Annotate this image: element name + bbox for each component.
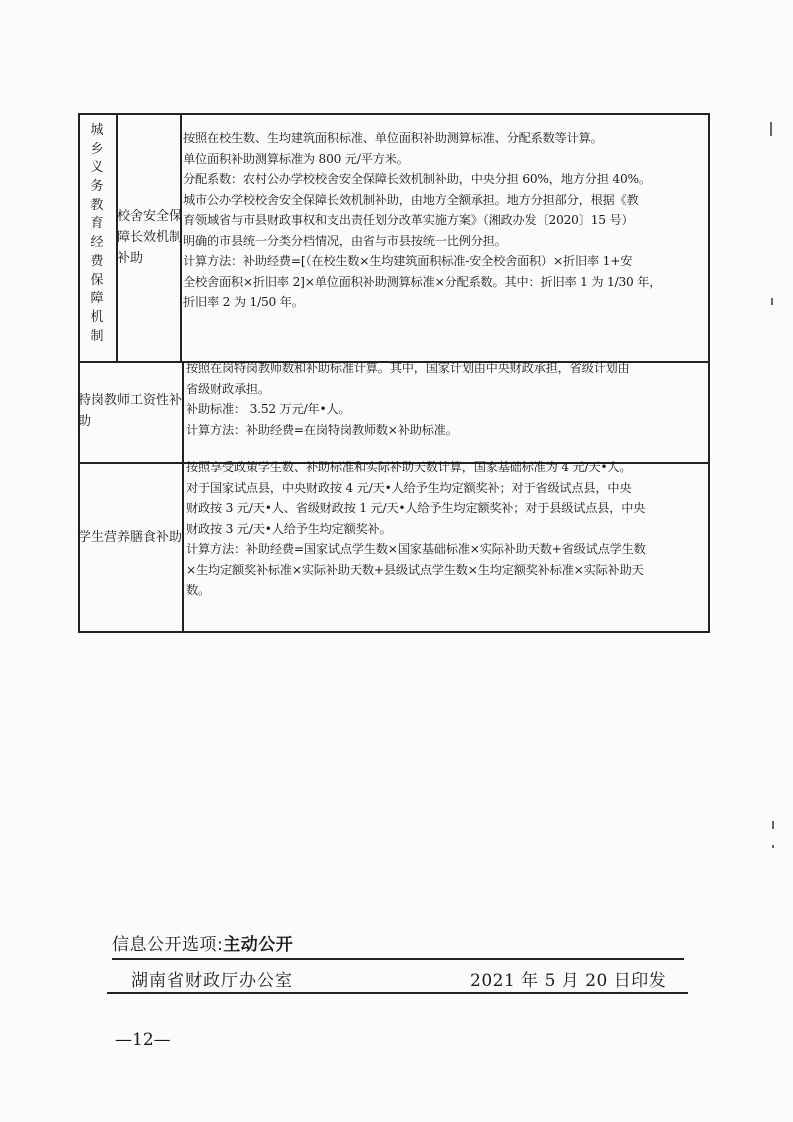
description-line: 省级财政承担。	[186, 381, 270, 396]
description-line: 对于国家试点县，中央财政按 4 元/天•人给予生均定额奖补；对于省级试点县，中央	[186, 480, 632, 495]
description-cell-special-teacher-subsidy	[186, 358, 708, 440]
description-line: 按照在岗特岗教师数和补助标准计算。其中，国家计划由中央财政承担，省级计划由	[186, 361, 630, 375]
issuer: 湖南省财政厅办公室	[131, 971, 293, 991]
scan-speck	[772, 845, 774, 848]
table-border-bottom	[78, 631, 710, 633]
issue-date: 2021 年 5 月 20 日印发	[470, 971, 667, 991]
description-cell-nutrition-subsidy	[186, 457, 708, 601]
description-line: 全校舍面积×折旧率 2]×单位面积补助测算标准×分配系数。其中：折旧率 1 为 1/30 年，	[183, 274, 662, 289]
description-line: 城市公办学校校舍安全保障长效机制补助，由地方全额承担。地方分担部分，根据《教	[183, 192, 639, 207]
group-label-vertical: 城 乡 义 务 教 育 经 费 保 障 机 制	[90, 123, 104, 344]
description-line: 明确的市县统一分类分档情况，由省与市县按统一比例分担。	[183, 233, 507, 248]
table-border-right	[708, 113, 710, 633]
category-cell-school-safety: 校舍安全保障长效机制补助	[117, 209, 183, 267]
description-line: 财政按 3 元/天•人给予生均定额奖补。	[186, 521, 392, 536]
description-line: 按照在校生数、生均建筑面积标准、单位面积补助测算标准、分配系数等计算。	[183, 131, 603, 145]
description-line: 计算方法：补助经费=国家试点学生数×国家基础标准×实际补助天数+省级试点学生数	[186, 542, 646, 556]
description-cell-school-safety	[183, 128, 708, 313]
page-number: —12—	[115, 1030, 171, 1050]
description-line: 育领域省与市县财政事权和支出责任划分改革实施方案》（湘政办发〔2020〕15 号）	[183, 213, 634, 227]
disclosure-label: 信息公开选项:	[112, 935, 224, 955]
scan-speck	[772, 821, 774, 829]
description-line: 单位面积补助测算标准为 800 元/平方米。	[183, 151, 409, 166]
footer-rule-bottom	[107, 992, 688, 994]
footer-rule-top	[112, 958, 684, 960]
description-line: 按照享受政策学生数、补助标准和实际补助天数计算，国家基础标准为 4 元/天•人。	[186, 460, 632, 474]
disclosure-value: 主动公开	[223, 935, 294, 955]
description-line: 折旧率 2 为 1/50 年。	[183, 295, 304, 309]
scan-speck	[771, 298, 773, 305]
description-line: 补助标准： 3.52 万元/年•人。	[186, 402, 351, 416]
scan-speck	[770, 122, 772, 136]
description-line: 财政按 3 元/天•人、省级财政按 1 元/天•人给予生均定额奖补；对于县级试点县，中央	[186, 501, 646, 515]
disclosure-option	[112, 930, 293, 955]
description-line: ×生均定额奖补标准×实际补助天数+县级试点学生数×生均定额奖补标准×实际补助天	[186, 562, 644, 577]
description-line: 数。	[186, 583, 210, 597]
category-cell-nutrition-subsidy: 学生营养膳食补助	[78, 530, 183, 545]
description-line: 分配系数：农村公办学校校舍安全保障长效机制补助，中央分担 60%，地方分担 40%。	[183, 172, 651, 186]
description-line: 计算方法：补助经费=在岗特岗教师数×补助标准。	[186, 422, 458, 437]
description-line: 计算方法：补助经费=[（在校生数×生均建筑面积标准-安全校舍面积）×折旧率 1+安	[183, 254, 633, 268]
table-border-top	[78, 113, 710, 115]
category-cell-special-teacher-subsidy: 特岗教师工资性补助	[78, 393, 183, 430]
